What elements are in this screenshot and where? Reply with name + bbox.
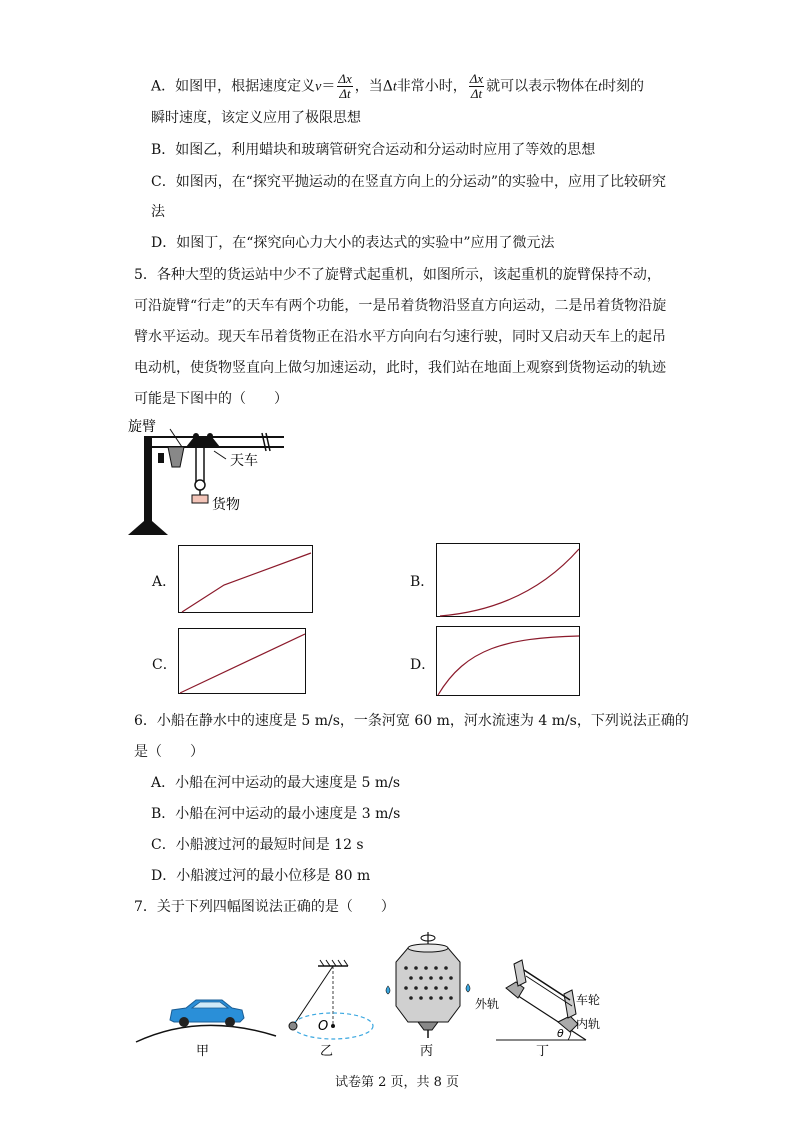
arm-bracket	[168, 447, 184, 467]
orbit-center-dot	[331, 1024, 335, 1028]
label-cargo: 货物	[212, 497, 240, 513]
label-yi: 乙	[320, 1044, 334, 1059]
hill-curve	[136, 1025, 276, 1042]
label-wheel: 车轮	[576, 993, 600, 1007]
q5-option-c-label[interactable]: C．	[152, 657, 177, 673]
q4-option-a-mid: ，当Δ	[354, 78, 393, 95]
break-mark-2	[266, 433, 270, 451]
cargo-box	[192, 495, 208, 503]
fraction-denominator-2: Δt	[470, 86, 483, 101]
pendulum-bob	[289, 1022, 297, 1030]
q6-option-a[interactable]: A．小船在河中运动的最大速度是 5 m/s	[151, 775, 401, 791]
axle	[524, 970, 570, 1000]
label-theta: θ	[557, 1027, 564, 1040]
q5-option-b-label[interactable]: B．	[410, 574, 435, 590]
graph-a-frame	[179, 546, 313, 613]
q5-graph-c[interactable]	[178, 628, 306, 694]
time-symbol-1: t	[392, 79, 397, 95]
velocity-fraction-2	[469, 72, 484, 101]
q5-stem-line5: 可能是下图中的（ ）	[134, 391, 288, 407]
q6-stem-line2: 是（ ）	[134, 744, 204, 760]
trolley-wheel-2	[207, 433, 213, 439]
crane-figure	[128, 415, 288, 540]
trolley	[186, 437, 220, 447]
q5-graph-d[interactable]	[436, 626, 580, 696]
q6-stem-line1: 6．小船在静水中的速度是 5 m/s，一条河宽 60 m，河水流速为 4 m/s，下列说法正确的	[134, 713, 689, 729]
ceiling-hatching	[320, 960, 348, 966]
q4-option-d: D．如图丁，在“探究向心力大小的表达式的实验中”应用了微元法	[151, 235, 555, 251]
crane-base	[128, 521, 168, 535]
trolley-wheel-1	[193, 433, 199, 439]
graph-c-frame	[179, 629, 306, 694]
graph-a-curve	[182, 553, 311, 612]
q4-option-a-line1	[151, 72, 644, 101]
q4-option-a-end: 时刻的	[602, 78, 645, 95]
bracket-bolt	[158, 453, 164, 463]
q5-option-a-label[interactable]: A．	[152, 574, 177, 590]
pendulum-string	[293, 966, 333, 1026]
drum-top	[408, 944, 448, 952]
label-arm: 旋臂	[128, 419, 156, 435]
q6-option-c[interactable]: C．小船渡过河的最短时间是 12 s	[151, 837, 364, 853]
drum-body	[396, 948, 460, 1022]
break-mark-1	[262, 433, 266, 451]
label-trolley: 天车	[230, 453, 258, 469]
q5-stem-line3: 臂水平运动。现天车吊着货物正在沿水平方向向右匀速行驶，同时又启动天车上的起吊	[134, 329, 666, 345]
fraction-numerator: Δx	[338, 71, 352, 86]
graph-c-curve	[180, 634, 305, 693]
q5-stem-line4: 电动机，使货物竖直向上做匀加速运动，此时，我们站在地面上观察到货物运动的轨迹	[134, 360, 666, 376]
equals-sign: ＝	[321, 78, 336, 95]
axle-2	[526, 976, 572, 1006]
label-outer-rail: 外轨	[475, 997, 500, 1011]
q5-graph-b[interactable]	[436, 543, 580, 617]
water-drop-right	[466, 984, 470, 992]
q4-option-c-line2: 法	[151, 204, 165, 220]
water-drop-left	[386, 986, 390, 994]
q7-figures	[130, 930, 600, 1065]
car-wheel-front	[179, 1017, 189, 1027]
q5-option-d-label[interactable]: D．	[410, 657, 436, 673]
graph-d-curve	[438, 636, 579, 695]
graph-b-curve	[440, 549, 579, 616]
q4-option-a-post: 就可以表示物体在	[486, 78, 599, 95]
q5-stem-line2: 可沿旋臂“行走”的天车有两个功能，一是吊着货物沿竖直方向运动，二是吊着货物沿旋	[134, 298, 667, 314]
time-symbol-2: t	[598, 79, 603, 95]
car-wheel-rear	[225, 1017, 235, 1027]
crane-column	[144, 437, 152, 527]
velocity-fraction	[337, 72, 352, 101]
trolley-label-leader	[214, 451, 226, 459]
label-jia: 甲	[196, 1044, 210, 1059]
pulley	[195, 480, 205, 490]
q6-option-b[interactable]: B．小船在河中运动的最小速度是 3 m/s	[151, 806, 401, 822]
label-center: O	[318, 1019, 329, 1034]
q4-option-a-pre: A．如图甲，根据速度定义	[151, 78, 316, 95]
fraction-denominator: Δt	[339, 86, 351, 101]
label-inner-rail: 内轨	[576, 1017, 600, 1031]
q5-graph-a[interactable]	[178, 545, 313, 613]
drum-bottom	[418, 1022, 438, 1030]
fraction-numerator-2: Δx	[469, 71, 484, 86]
wheel-right	[564, 990, 576, 1018]
label-bing: 丙	[420, 1044, 434, 1059]
graph-b-frame	[437, 544, 580, 617]
q6-option-d[interactable]: D．小船渡过河的最小位移是 80 m	[151, 868, 371, 884]
velocity-symbol: v	[315, 79, 322, 95]
q5-stem-line1: 5．各种大型的货运站中少不了旋臂式起重机，如图所示，该起重机的旋臂保持不动，	[134, 267, 661, 283]
q4-option-c-line1: C．如图丙，在“探究平抛运动的在竖直方向上的分运动”的实验中，应用了比较研究	[151, 174, 667, 190]
q4-option-b: B．如图乙，利用蜡块和玻璃管研究合运动和分运动时应用了等效的思想	[151, 142, 596, 158]
page-footer: 试卷第 2 页，共 8 页	[334, 1075, 460, 1090]
q7-stem: 7．关于下列四幅图说法正确的是（ ）	[134, 899, 395, 915]
q4-option-a-mid2: 非常小时，	[396, 78, 467, 95]
label-ding: 丁	[536, 1044, 550, 1059]
q4-option-a-line2: 瞬时速度，该定义应用了极限思想	[151, 110, 361, 126]
